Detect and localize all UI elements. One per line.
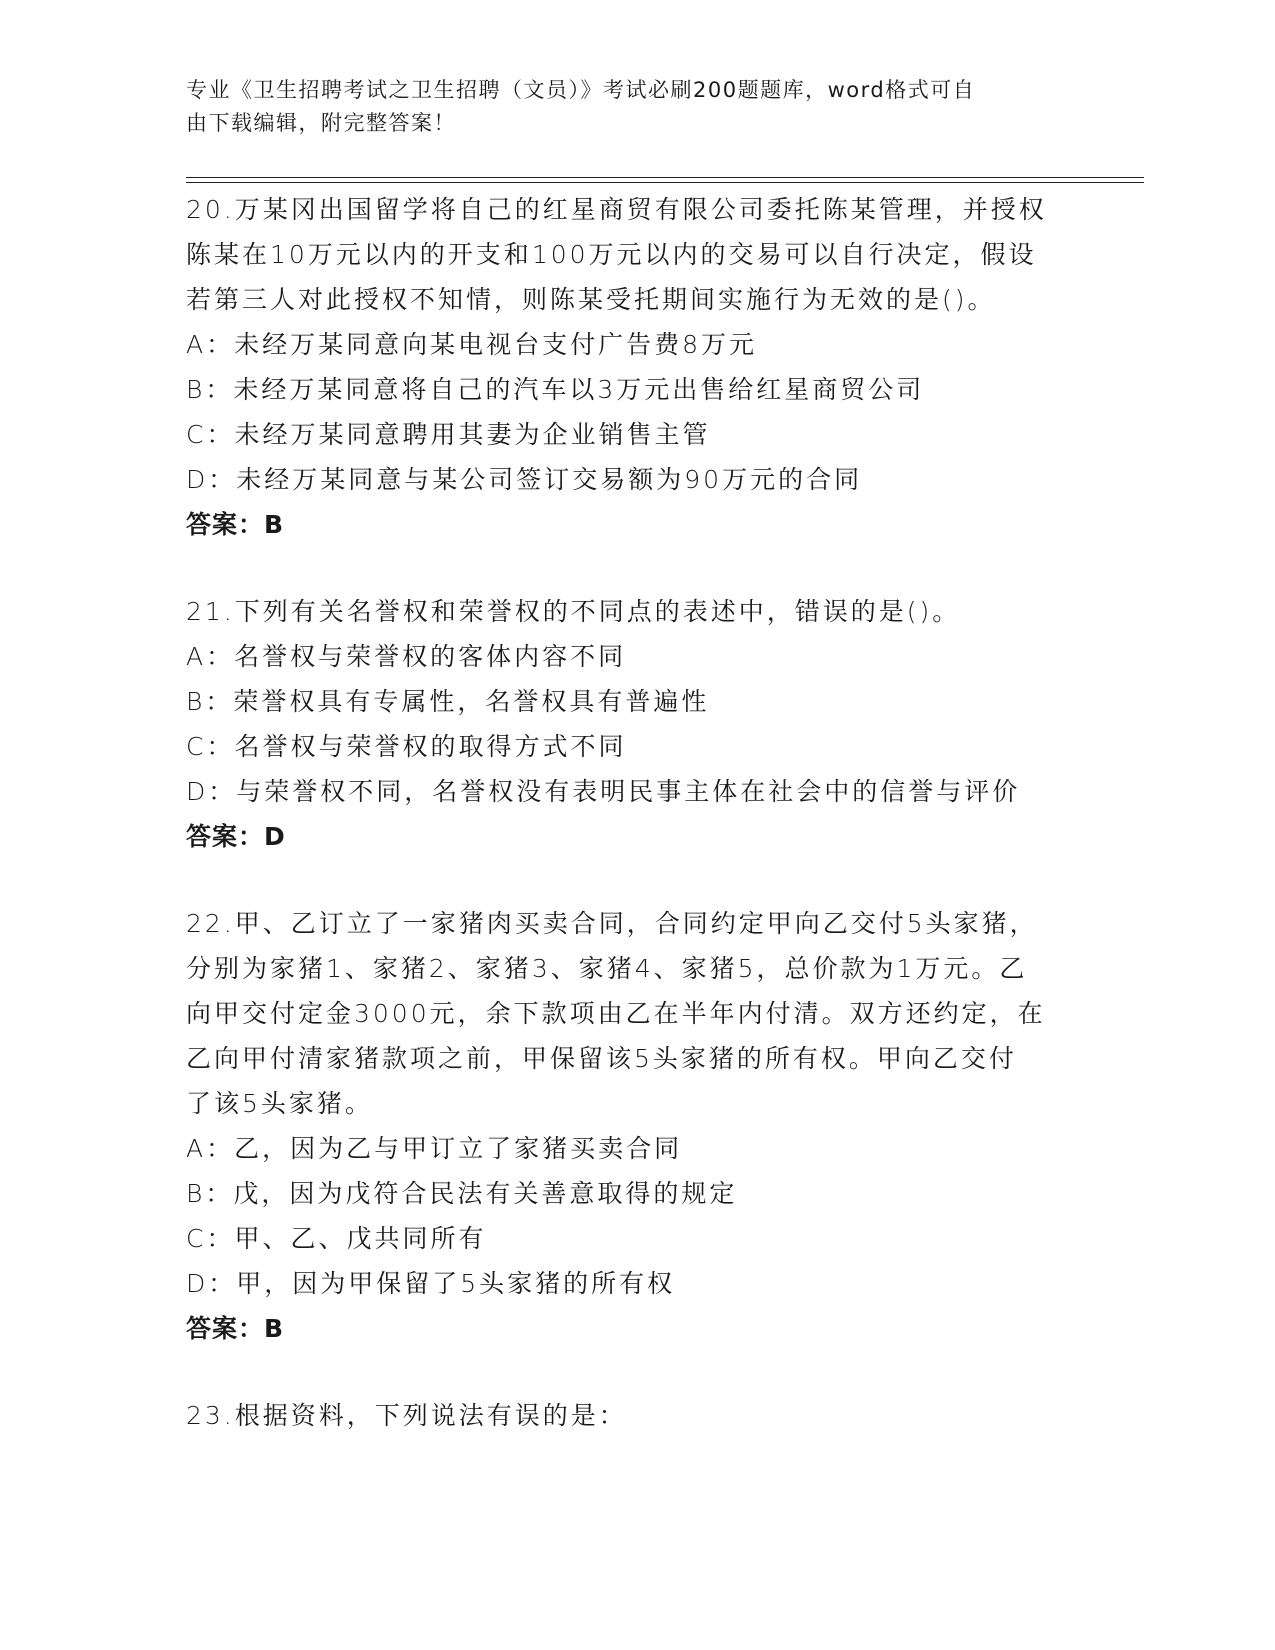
question-stem-line: 乙向甲付清家猪款项之前，甲保留该5头家猪的所有权。甲向乙交付 xyxy=(186,1044,1017,1073)
answer-label: 答案：D xyxy=(186,822,286,851)
option-a: A：乙，因为乙与甲订立了家猪买卖合同 xyxy=(186,1134,683,1163)
option-c: C：名誉权与荣誉权的取得方式不同 xyxy=(186,732,627,761)
question-stem-line: 若第三人对此授权不知情，则陈某受托期间实施行为无效的是()。 xyxy=(186,285,996,314)
question-stem-line: 20.万某冈出国留学将自己的红星商贸有限公司委托陈某管理，并授权 xyxy=(186,195,1047,224)
question-stem-line: 22.甲、乙订立了一家猪肉买卖合同，合同约定甲向乙交付5头家猪， xyxy=(186,909,1038,938)
question-21 xyxy=(186,589,1086,859)
option-d: D：未经万某同意与某公司签订交易额为90万元的合同 xyxy=(186,465,863,494)
header-divider-top xyxy=(186,177,1144,178)
option-a: A：未经万某同意向某电视台支付广告费8万元 xyxy=(186,330,758,359)
option-d: D：甲，因为甲保留了5头家猪的所有权 xyxy=(186,1269,676,1298)
question-23 xyxy=(186,1393,1086,1438)
option-b: B：戊，因为戊符合民法有关善意取得的规定 xyxy=(186,1179,738,1208)
option-a: A：名誉权与荣誉权的客体内容不同 xyxy=(186,642,627,671)
question-stem-line: 21.下列有关名誉权和荣誉权的不同点的表述中，错误的是()。 xyxy=(186,597,961,626)
document-header xyxy=(186,74,1066,140)
option-c: C：甲、乙、戊共同所有 xyxy=(186,1224,487,1253)
option-b: B：未经万某同意将自己的汽车以3万元出售给红星商贸公司 xyxy=(186,375,925,404)
option-d: D：与荣誉权不同，名誉权没有表明民事主体在社会中的信誉与评价 xyxy=(186,777,1021,806)
header-line-1: 专业《卫生招聘考试之卫生招聘（文员）》考试必刷200题题库，word格式可自 xyxy=(186,78,976,102)
question-stem-line: 23.根据资料，下列说法有误的是： xyxy=(186,1401,627,1430)
question-list xyxy=(186,187,1086,1480)
option-c: C：未经万某同意聘用其妻为企业销售主管 xyxy=(186,420,711,449)
answer-label: 答案：B xyxy=(186,510,285,539)
header-divider-bottom xyxy=(186,182,1144,183)
question-stem-line: 陈某在10万元以内的开支和100万元以内的交易可以自行决定，假设 xyxy=(186,240,1037,269)
header-line-2: 由下载编辑，附完整答案！ xyxy=(186,111,456,135)
option-b: B：荣誉权具有专属性，名誉权具有普遍性 xyxy=(186,687,710,716)
question-stem-line: 向甲交付定金3000元，余下款项由乙在半年内付清。双方还约定，在 xyxy=(186,999,1046,1028)
question-stem-line: 了该5头家猪。 xyxy=(186,1089,373,1118)
question-stem-line: 分别为家猪1、家猪2、家猪3、家猪4、家猪5，总价款为1万元。乙 xyxy=(186,954,1028,983)
question-22 xyxy=(186,901,1086,1351)
question-20 xyxy=(186,187,1086,547)
answer-label: 答案：B xyxy=(186,1314,285,1343)
